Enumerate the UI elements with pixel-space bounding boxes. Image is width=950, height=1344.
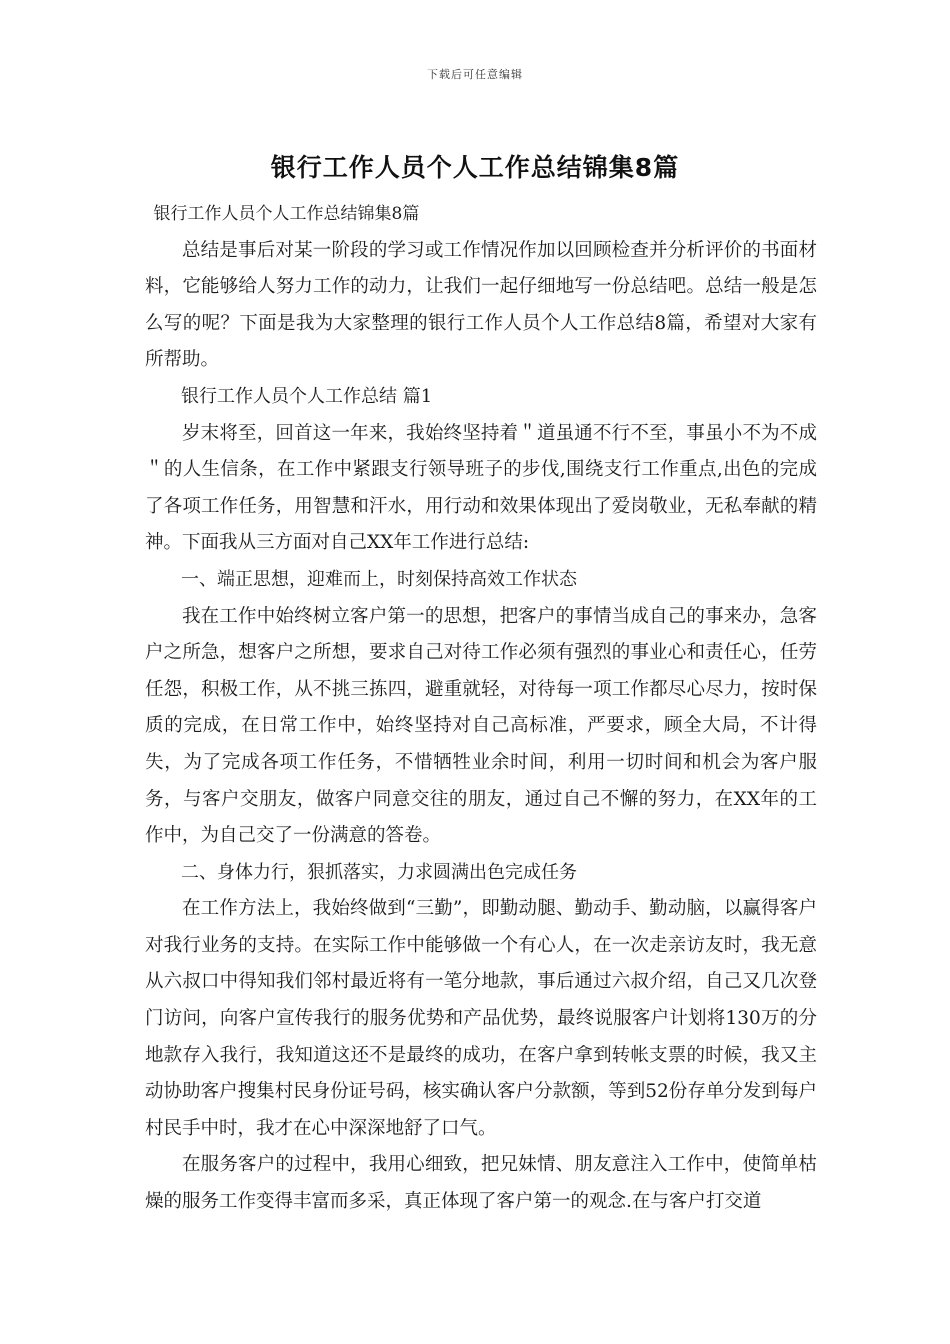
paragraph: 在工作方法上，我始终做到“三勤”，即勤动腿、勤动手、勤动脑，以赢得客户对我行业务的支持。在实际工作中能够做一个有心人，在一次走亲访友时，我无意从六叔口中得知我们邻村最近将有一笔分地款，事后通过六叔介绍，自己又几次登门访问，向客户宣传我行的服务优势和产品优势，最终说服客户计划将130万的分地款存入我行，我知道这还不是最终的成功，在客户拿到转帐支票的时候，我又主动协助客户搜集村民身份证号码，核实确认客户分款额，等到52份存单分发到每户村民手中时，我才在心中深深地舒了口气。: [145, 898, 817, 1139]
document-title: 银行工作人员个人工作总结锦集8篇: [270, 153, 680, 182]
section-heading: 二、身体力行，狠抓落实，力求圆满出色完成任务: [181, 861, 577, 883]
paragraph: 总结是事后对某一阶段的学习或工作情况作加以回顾检查并分析评价的书面材料，它能够给人努力工作的动力，让我们一起仔细地写一份总结吧。总结一般是怎么写的呢？下面是我为大家整理的银行工作人员个人工作总结8篇，希望对大家有所帮助。: [145, 239, 817, 371]
paragraph: 在服务客户的过程中，我用心细致，把兄妹情、朋友意注入工作中，使简单枯燥的服务工作变得丰富而多采，真正体现了客户第一的观念.在与客户打交道: [145, 1154, 817, 1213]
section-heading: 银行工作人员个人工作总结 篇1: [181, 385, 433, 407]
header-note: 下载后可任意编辑: [427, 68, 523, 81]
section-heading: 一、端正思想，迎难而上，时刻保持高效工作状态: [181, 568, 577, 590]
paragraph: 岁末将至，回首这一年来，我始终坚持着＂道虽通不行不至，事虽小不为不成＂的人生信条，在工作中紧跟支行领导班子的步伐,围绕支行工作重点,出色的完成了各项工作任务，用智慧和汗水，用行动和效果体现出了爱岗敬业，无私奉献的精神。下面我从三方面对自己XX年工作进行总结:: [145, 422, 817, 554]
paragraph: 我在工作中始终树立客户第一的思想，把客户的事情当成自己的事来办，急客户之所急，想客户之所想，要求自己对待工作必须有强烈的事业心和责任心，任劳任怨，积极工作，从不挑三拣四，避重就轻，对待每一项工作都尽心尽力，按时保质的完成，在日常工作中，始终坚持对自己高标准，严要求，顾全大局，不计得失，为了完成各项工作任务，不惜牺牲业余时间，利用一切时间和机会为客户服务，与客户交朋友，做客户同意交往的朋友，通过自己不懈的努力，在XX年的工作中，为自己交了一份满意的答卷。: [145, 605, 817, 847]
document-body: [145, 196, 817, 1221]
document-subtitle: 银行工作人员个人工作总结锦集8篇: [153, 204, 420, 224]
